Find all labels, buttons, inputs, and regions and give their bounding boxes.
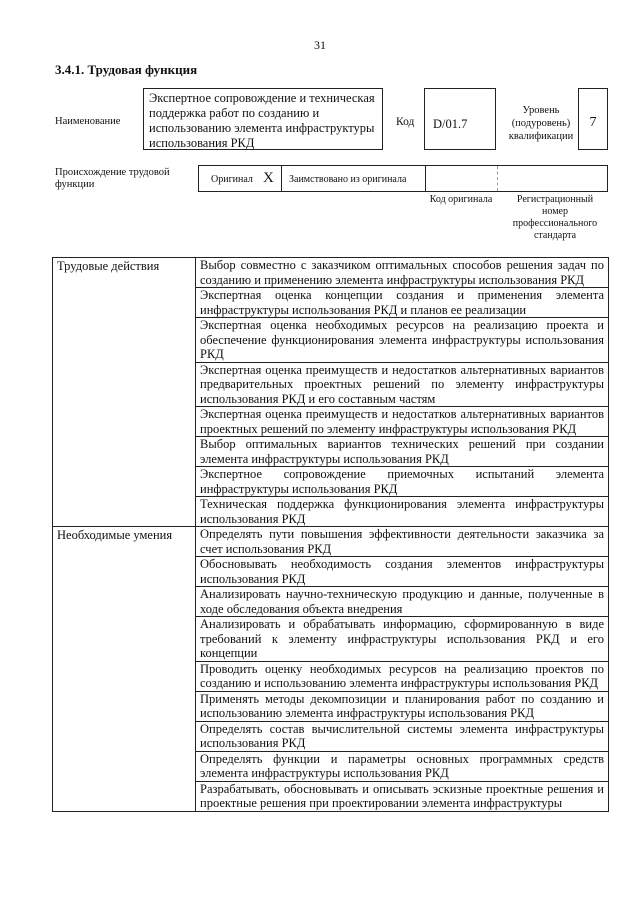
labor-action-item: Экспертное сопровождение приемочных испытаний элемента инфраструктуры использования РКД xyxy=(196,467,609,497)
labor-action-item: Выбор совместно с заказчиком оптимальных способов решения задач по созданию и применению элемента инфраструктуры использования РКД xyxy=(196,258,609,288)
skill-item: Применять методы декомпозиции и планирования работ по созданию и использованию элемента инфраструктуры использования РКД xyxy=(196,691,609,721)
origin-label: Происхождение трудовой функции xyxy=(55,167,170,190)
name-value: Экспертное сопровождение и техническая поддержка работ по созданию и использованию элемента инфраструктуры использования РКД xyxy=(143,88,383,150)
labor-action-item: Экспертная оценка преимуществ и недостатков альтернативных вариантов проектных решений по элементу инфраструктуры использования РКД xyxy=(196,407,609,437)
original-label: Оригинал xyxy=(211,174,253,185)
labor-action-label: Трудовые действия xyxy=(53,258,196,527)
reg-number-caption: Регистрационный номер профессионального стандарта xyxy=(512,194,598,241)
page-number: 31 xyxy=(314,38,326,52)
name-label: Наименование xyxy=(55,116,121,127)
level-value: 7 xyxy=(578,88,608,150)
skill-item: Определять пути повышения эффективности деятельности заказчика за счет использования РКД xyxy=(196,527,609,557)
code-original-caption: Код оригинала xyxy=(429,194,493,205)
labor-action-item: Экспертная оценка необходимых ресурсов на реализацию проекта и обеспечение функционирования элемента инфраструктуры использования РКД xyxy=(196,318,609,363)
table-row xyxy=(53,527,609,557)
table-row xyxy=(53,258,609,288)
section-title: 3.4.1. Трудовая функция xyxy=(55,62,198,77)
level-label: Уровень (подуровень) квалификации xyxy=(508,105,574,142)
skill-item: Анализировать и обрабатывать информацию, сформированную в виде требований к элементу инфраструктуры использования РКД и его концепции xyxy=(196,617,609,662)
skill-label: Необходимые умения xyxy=(53,527,196,812)
divider xyxy=(497,166,498,191)
divider xyxy=(281,166,282,191)
skill-item: Анализировать научно-техническую продукцию и данные, полученные в ходе обследования объекта внедрения xyxy=(196,587,609,617)
borrowed-label: Заимствовано из оригинала xyxy=(289,174,407,185)
skill-item: Разрабатывать, обосновывать и описывать эскизные проектные решения и проектные решения при проектировании элемента инфраструктуры xyxy=(196,781,609,811)
divider xyxy=(425,166,426,191)
skill-item: Определять функции и параметры основных программных средств элемента инфраструктуры использования РКД xyxy=(196,751,609,781)
labor-action-item: Экспертная оценка концепции создания и применения элемента инфраструктуры использования РКД и планов ее реализации xyxy=(196,288,609,318)
skill-item: Обосновывать необходимость создания элементов инфраструктуры использования РКД xyxy=(196,557,609,587)
function-table xyxy=(52,257,609,812)
code-value: D/01.7 xyxy=(424,88,496,150)
origin-row xyxy=(198,165,608,192)
labor-action-item: Экспертная оценка преимуществ и недостатков альтернативных вариантов предварительных проектных решений по элементу инфраструктуры использования РКД и его составным частям xyxy=(196,362,609,407)
labor-action-item: Выбор оптимальных вариантов технических решений при создании элемента инфраструктуры использования РКД xyxy=(196,437,609,467)
labor-action-item: Техническая поддержка функционирования элемента инфраструктуры использования РКД xyxy=(196,497,609,527)
original-mark: X xyxy=(263,170,274,186)
skill-item: Проводить оценку необходимых ресурсов на реализацию проектов по созданию и использованию элемента инфраструктуры использования РКД xyxy=(196,661,609,691)
code-label: Код xyxy=(396,116,415,128)
skill-item: Определять состав вычислительной системы элемента инфраструктуры использования РКД xyxy=(196,721,609,751)
